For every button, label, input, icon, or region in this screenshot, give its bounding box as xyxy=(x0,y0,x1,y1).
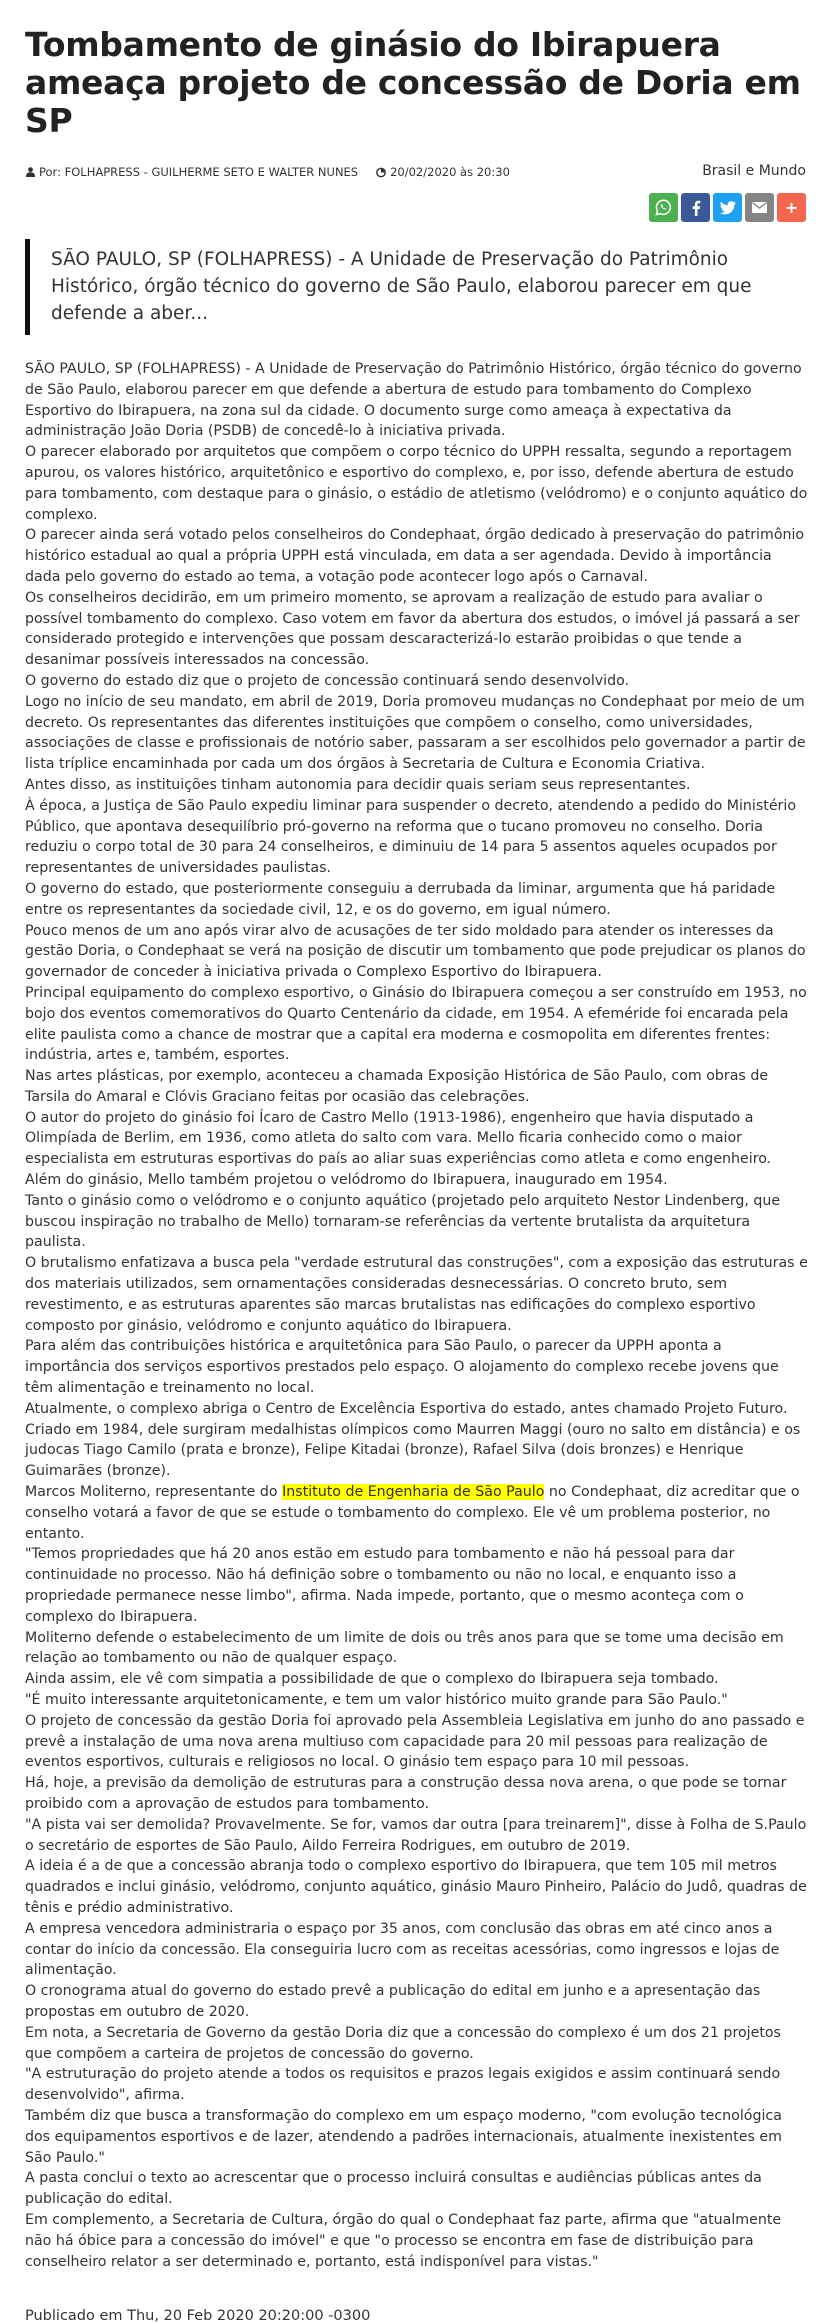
publish-date: 20/02/2020 às 20:30 xyxy=(390,165,510,179)
share-bar xyxy=(25,193,806,223)
section-link[interactable]: Brasil e Mundo xyxy=(702,163,806,179)
highlighted-institute-name: Instituto de Engenharia de São Paulo xyxy=(282,1484,545,1501)
paragraph: Há, hoje, a previsão da demolição de estruturas para a construção dessa nova arena, o que pode se tornar proibido com a aprovação de estudos para tombamento. xyxy=(25,1775,787,1812)
paragraph: Os conselheiros decidirão, em um primeiro momento, se aprovam a realização de estudo para avaliar o possível tombamento do complexo. Caso votem em favor da abertura dos estudos, o imóvel já passará a ser considerado protegido e intervenções que possam descaracterizá-lo estarão proibidas o que tende a desanimar possíveis interessados na concessão. xyxy=(25,589,800,669)
article-body xyxy=(25,359,808,2272)
share-more-button[interactable]: + xyxy=(777,193,806,222)
share-facebook-button[interactable] xyxy=(681,193,710,222)
paragraph: O governo do estado diz que o projeto de concessão continuará sendo desenvolvido. xyxy=(25,672,630,689)
article-title: Tombamento de ginásio do Ibirapuera ameaça projeto de concessão de Doria em SP xyxy=(25,25,801,140)
article-lead: SÃO PAULO, SP (FOLHAPRESS) - A Unidade de Preservação do Patrimônio Histórico, órgão técnico do governo de São Paulo, elaborou parecer em que defende a aber... xyxy=(25,239,806,335)
paragraph: Moliterno defende o estabelecimento de um limite de dois ou três anos para que se tome uma decisão em relação ao tombamento ou não de qualquer espaço. xyxy=(25,1629,784,1667)
paragraph: Ainda assim, ele vê com simpatia a possibilidade de que o complexo do Ibirapuera seja tombado. xyxy=(25,1671,719,1688)
paragraph-text: Marcos Moliterno, representante do xyxy=(25,1484,283,1501)
article-meta xyxy=(25,161,806,183)
paragraph: O autor do projeto do ginásio foi Ícaro de Castro Mello (1913-1986), engenheiro que havia disputado a Olimpíada de Berlim, em 1936, como atleta do salto com vara. Mello ficaria conhecido como o maior especialista em estruturas esportivas do país ao aliar suas experiências como atleta e como engenheiro. Além do ginásio, Mello também projetou o velódromo do Ibirapuera, inaugurado em 1954. xyxy=(25,1109,772,1189)
paragraph: SÃO PAULO, SP (FOLHAPRESS) - A Unidade de Preservação do Patrimônio Histórico, órgão técnico do governo de São Paulo, elaborou parecer em que defende a abertura de estudo para tombamento do Complexo Esportivo do Ibirapuera, na zona sul da cidade. O documento surge como ameaça à expectativa da administração João Doria (PSDB) de concedê-lo à iniciativa privada. xyxy=(25,361,802,440)
share-twitter-button[interactable] xyxy=(713,193,742,222)
paragraph: Principal equipamento do complexo esportivo, o Ginásio do Ibirapuera começou a ser construído em 1953, no bojo dos eventos comemorativos do Quarto Centenário da cidade, em 1954. A efeméride foi encarada pela elite paulista como a chance de mostrar que a capital era moderna e cosmopolita em diferentes frentes: indústria, artes e, também, esportes. xyxy=(25,984,807,1064)
paragraph: O cronograma atual do governo do estado prevê a publicação do edital em junho e a apresentação das propostas em outubro de 2020. xyxy=(25,1983,761,2020)
paragraph: "É muito interessante arquitetonicamente, e tem um valor histórico muito grande para São Paulo." xyxy=(25,1692,728,1708)
paragraph: O projeto de concessão da gestão Doria foi aprovado pela Assembleia Legislativa em junho do ano passado e prevê a instalação de uma nova arena multiuso com capacidade para 20 mil pessoas para realização de eventos esportivos, culturais e religiosos no local. O ginásio tem espaço para 10 mil pessoas. xyxy=(25,1712,805,1771)
paragraph: Logo no início de seu mandato, em abril de 2019, Doria promoveu mudanças no Condephaat por meio de um decreto. Os representantes das diferentes instituições que compõem o conselho, como universidades, associações de classe e profissionais de notório saber, passaram a ser escolhidos pelo governador a partir de lista tríplice encaminhada por cada um dos órgãos à Secretaria de Cultura e Economia Criativa. xyxy=(25,693,806,773)
facebook-icon xyxy=(691,200,701,216)
paragraph: Antes disso, as instituições tinham autonomia para decidir quais seriam seus representantes. xyxy=(25,776,691,793)
paragraph: Atualmente, o complexo abriga o Centro de Excelência Esportiva do estado, antes chamado Projeto Futuro. Criado em 1984, dele surgiram medalhistas olímpicos como Maurren Maggi (ouro no salto em distância) e os judocas Tiago Camilo (prata e bronze), Felipe Kitadai (bronze), Rafael Silva (dois bronzes) e Henrique Guimarães (bronze). xyxy=(25,1400,801,1480)
paragraph: A ideia é a de que a concessão abranja todo o complexo esportivo do Ibirapuera, que tem 105 mil metros quadrados e inclui ginásio, velódromo, conjunto aquático, ginásio Mauro Pinheiro, Palácio do Judô, quadras de tênis e prédio administrativo. xyxy=(25,1858,807,1916)
published-timestamp: Publicado em Thu, 20 Feb 2020 20:20:00 -0300 xyxy=(25,2308,371,2324)
share-whatsapp-button[interactable] xyxy=(649,193,678,222)
paragraph: Em nota, a Secretaria de Governo da gestão Doria diz que a concessão do complexo é um dos 21 projetos que compõem a carteira de projetos de concessão do governo. xyxy=(25,2024,781,2062)
paragraph: O parecer elaborado por arquitetos que compõem o corpo técnico do UPPH ressalta, segundo a reportagem apurou, os valores histórico, arquitetônico e esportivo do complexo, e, por isso, defende abertura de estudo para tombamento, com destaque para o ginásio, o estádio de atletismo (velódromo) e o conjunto aquático do complexo. xyxy=(25,444,808,523)
paragraph: A empresa vencedora administraria o espaço por 35 anos, com conclusão das obras em até cinco anos a contar do início da concessão. Ela conseguiria lucro com as receitas acessórias, como ingressos e lojas de alimentação. xyxy=(25,1920,780,1979)
paragraph: Para além das contribuições histórica e arquitetônica para São Paulo, o parecer da UPPH aponta a importância dos serviços esportivos prestados pelo espaço. O alojamento do complexo recebe jovens que têm alimentação e treinamento no local. xyxy=(25,1338,779,1397)
paragraph: Em complemento, a Secretaria de Cultura, órgão do qual o Condephaat faz parte, afirma que "atualmente não há óbice para a concessão do imóvel" e que "o processo se encontra em fase de distribuição para conselheiro relator a ser determinado e, portanto, está indisponível para vistas." xyxy=(25,2211,782,2270)
paragraph xyxy=(25,1482,808,1544)
paragraph: Tanto o ginásio como o velódromo e o conjunto aquático (projetado pelo arquiteto Nestor Lindenberg, que buscou inspiração no trabalho de Mello) tornaram-se referências da vertente brutalista da arquitetura paulista. xyxy=(25,1192,781,1251)
whatsapp-icon xyxy=(655,199,672,216)
paragraph: Também diz que busca a transformação do complexo em um espaço moderno, "com evolução tecnológica dos equipamentos esportivos e de lazer, atendendo a padrões internacionais, atualmente inexistentes em São Paulo." xyxy=(25,2107,782,2166)
paragraph: O parecer ainda será votado pelos conselheiros do Condephaat, órgão dedicado à preservação do patrimônio histórico estadual ao qual a própria UPPH está vinculada, em data a ser agendada. Devido à importância dada pelo governo do estado ao tema, a votação pode acontecer logo após o Carnaval. xyxy=(25,527,805,585)
paragraph-text: no Condephaat, diz acreditar que o conselho votará a favor de que se estude o tombamento do complexo. Ele vê um problema posterior, no entanto. xyxy=(25,1484,800,1542)
paragraph: "A estruturação do projeto atende a todos os requisitos e prazos legais exigidos e assim continuará sendo desenvolvido", afirma. xyxy=(25,2066,781,2104)
twitter-icon xyxy=(720,201,736,215)
user-icon xyxy=(25,166,35,178)
paragraph: À época, a Justiça de São Paulo expediu liminar para suspender o decreto, atendendo a pedido do Ministério Público, que apontava desequilíbrio pró-governo na reforma que o tucano promoveu no conselho. Doria reduziu o corpo total de 30 para 24 conselheiros, e diminuiu de 14 para 5 assentos aqueles ocupados por representantes de universidades paulistas. xyxy=(25,797,797,877)
paragraph: A pasta conclui o texto ao acrescentar que o processo incluirá consultas e audiências públicas antes da publicação do edital. xyxy=(25,2170,762,2208)
paragraph: "Temos propriedades que há 20 anos estão em estudo para tombamento e não há pessoal para dar continuidade no processo. Não há definição sobre o tombamento ou não no local, e enquanto isso a propriedade permanece nesse limbo", afirma. Nada impede, portanto, que o mesmo aconteça com o complexo do Ibirapuera. xyxy=(25,1546,744,1625)
paragraph: "A pista vai ser demolida? Provavelmente. Se for, vamos dar outra [para treinarem]", disse à Folha de S.Paulo o secretário de esportes de São Paulo, Aildo Ferreira Rodrigues, em outubro de 2019. xyxy=(25,1816,807,1854)
byline xyxy=(25,165,510,179)
author-name: Por: FOLHAPRESS - GUILHERME SETO E WALTER NUNES xyxy=(39,165,359,179)
email-icon xyxy=(752,202,767,213)
paragraph: O brutalismo enfatizava a busca pela "verdade estrutural das construções", com a exposição das estruturas e dos materiais utilizados, sem ornamentações consideradas desnecessárias. O concreto bruto, sem revestimento, e as estruturas aparentes são marcas brutalistas nas edificações do complexo esportivo composto por ginásio, velódromo e conjunto aquático do Ibirapuera. xyxy=(25,1255,808,1334)
paragraph: O governo do estado, que posteriormente conseguiu a derrubada da liminar, argumenta que há paridade entre os representantes da sociedade civil, 12, e os do governo, em igual número. xyxy=(25,880,776,918)
paragraph: Pouco menos de um ano após virar alvo de acusações de ter sido moldado para atender os interesses da gestão Doria, o Condephaat se verá na posição de discutir um tombamento que pode prejudicar os planos do governador de conceder à iniciativa privada o Complexo Esportivo do Ibirapuera. xyxy=(25,922,806,981)
paragraph: Nas artes plásticas, por exemplo, aconteceu a chamada Exposição Histórica de São Paulo, com obras de Tarsila do Amaral e Clóvis Graciano feitas por ocasião das celebrações. xyxy=(25,1068,769,1105)
clock-icon xyxy=(376,166,386,178)
share-email-button[interactable] xyxy=(745,193,774,222)
